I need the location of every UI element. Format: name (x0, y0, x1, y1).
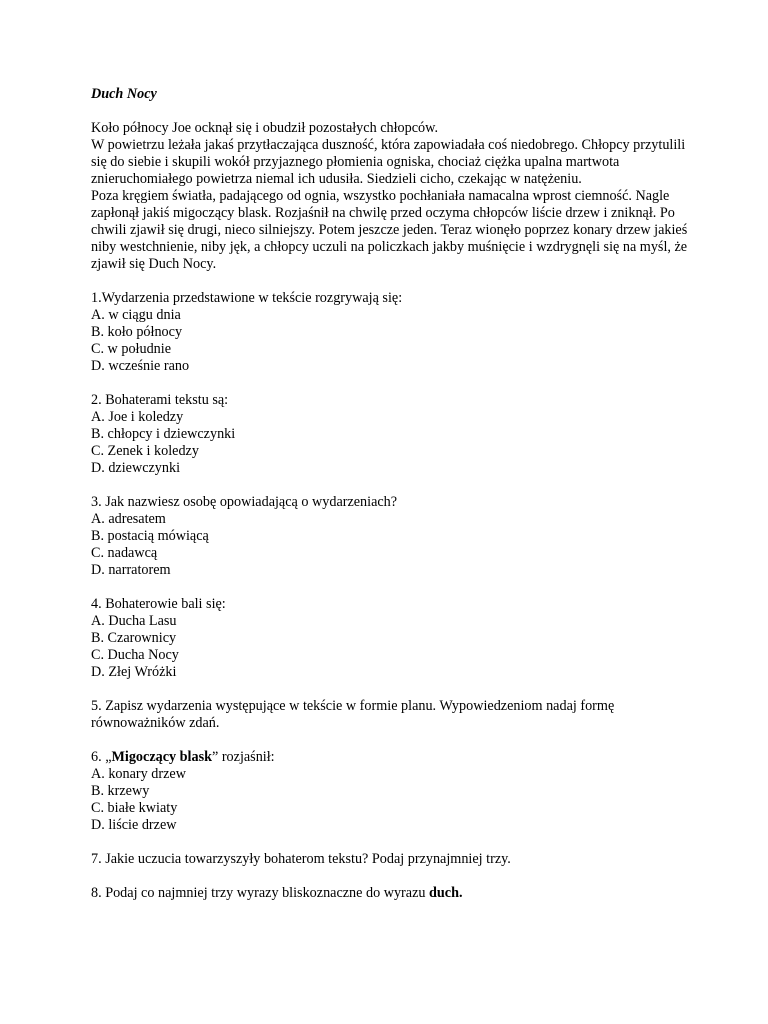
story-paragraph-3: Poza kręgiem światła, padającego od ognia, wszystko pochłaniała namacalna wprost ciemność. Nagle zapłonął jakiś migoczący blask. Rozjaśnił na chwilę przed oczyma chłopców liście drzew i zniknął. Po chwili zjawił się drugi, nieco silniejszy. Potem jeszcze jeden. Teraz wionęło poprzez konary drzew jakieś niby westchnienie, niby jęk, a chłopcy uczuli na policzkach jakby muśnięcie i wzdrygnęli się na myśl, że zjawił się Duch Nocy. (91, 188, 688, 272)
question-1-option-c: C. w południe (91, 341, 171, 357)
question-4-option-b: B. Czarownicy (91, 630, 177, 646)
question-3-option-a: A. adresatem (91, 511, 166, 527)
question-1 (91, 290, 691, 375)
question-4-option-c: C. Ducha Nocy (91, 647, 179, 663)
question-6-prefix: 6. „ (91, 749, 112, 765)
document-content (91, 86, 691, 902)
question-3-option-c: C. nadawcą (91, 545, 158, 561)
question-3-text: 3. Jak nazwiesz osobę opowiadającą o wydarzeniach? (91, 494, 398, 510)
question-5-text: 5. Zapisz wydarzenia występujące w tekście w formie planu. Wypowiedzeniom nadaj formę równoważników zdań. (91, 698, 615, 731)
question-6-option-d: D. liście drzew (91, 817, 177, 833)
story-paragraph-1: Koło północy Joe ocknął się i obudził pozostałych chłopców. (91, 120, 438, 136)
question-1-option-b: B. koło północy (91, 324, 183, 340)
question-3 (91, 494, 691, 579)
question-2-option-b: B. chłopcy i dziewczynki (91, 426, 236, 442)
question-2-option-d: D. dziewczynki (91, 460, 181, 476)
question-3-option-b: B. postacią mówiącą (91, 528, 209, 544)
question-8 (91, 885, 691, 902)
question-6-suffix: ” rozjaśnił: (211, 749, 275, 765)
question-3-option-d: D. narratorem (91, 562, 171, 578)
question-1-option-a: A. w ciągu dnia (91, 307, 181, 323)
question-6-option-b: B. krzewy (91, 783, 150, 799)
question-6-text (91, 749, 691, 766)
question-6 (91, 749, 691, 834)
question-8-main: 8. Podaj co najmniej trzy wyrazy bliskoznaczne do wyrazu (91, 885, 430, 901)
question-7 (91, 851, 691, 868)
question-4 (91, 596, 691, 681)
question-5 (91, 698, 691, 732)
question-6-option-c: C. białe kwiaty (91, 800, 178, 816)
question-7-text: 7. Jakie uczucia towarzyszyły bohaterom tekstu? Podaj przynajmniej trzy. (91, 851, 511, 867)
question-2 (91, 392, 691, 477)
question-6-bold-phrase: Migoczący blask (111, 749, 212, 765)
question-2-text: 2. Bohaterami tekstu są: (91, 392, 229, 408)
question-2-option-a: A. Joe i koledzy (91, 409, 184, 425)
question-4-text: 4. Bohaterowie bali się: (91, 596, 226, 612)
question-4-option-d: D. Złej Wróżki (91, 664, 177, 680)
question-8-text (91, 885, 691, 902)
story-paragraph-2: W powietrzu leżała jakaś przytłaczająca duszność, która zapowiadała coś niedobrego. Chłopcy przytulili się do siebie i skupili wokół przyjaznego płomienia ogniska, chociaż ciężka upalna martwota znieruchomiałego powietrza niemal ich udusiła. Siedzieli cicho, czekając w natężeniu. (91, 137, 686, 187)
question-6-option-a: A. konary drzew (91, 766, 186, 782)
question-1-option-d: D. wcześnie rano (91, 358, 190, 374)
question-2-option-c: C. Zenek i koledzy (91, 443, 199, 459)
document-title: Duch Nocy (91, 86, 157, 102)
question-8-bold-word: duch. (429, 885, 463, 901)
question-1-text: 1.Wydarzenia przedstawione w tekście rozgrywają się: (91, 290, 403, 306)
question-4-option-a: A. Ducha Lasu (91, 613, 177, 629)
